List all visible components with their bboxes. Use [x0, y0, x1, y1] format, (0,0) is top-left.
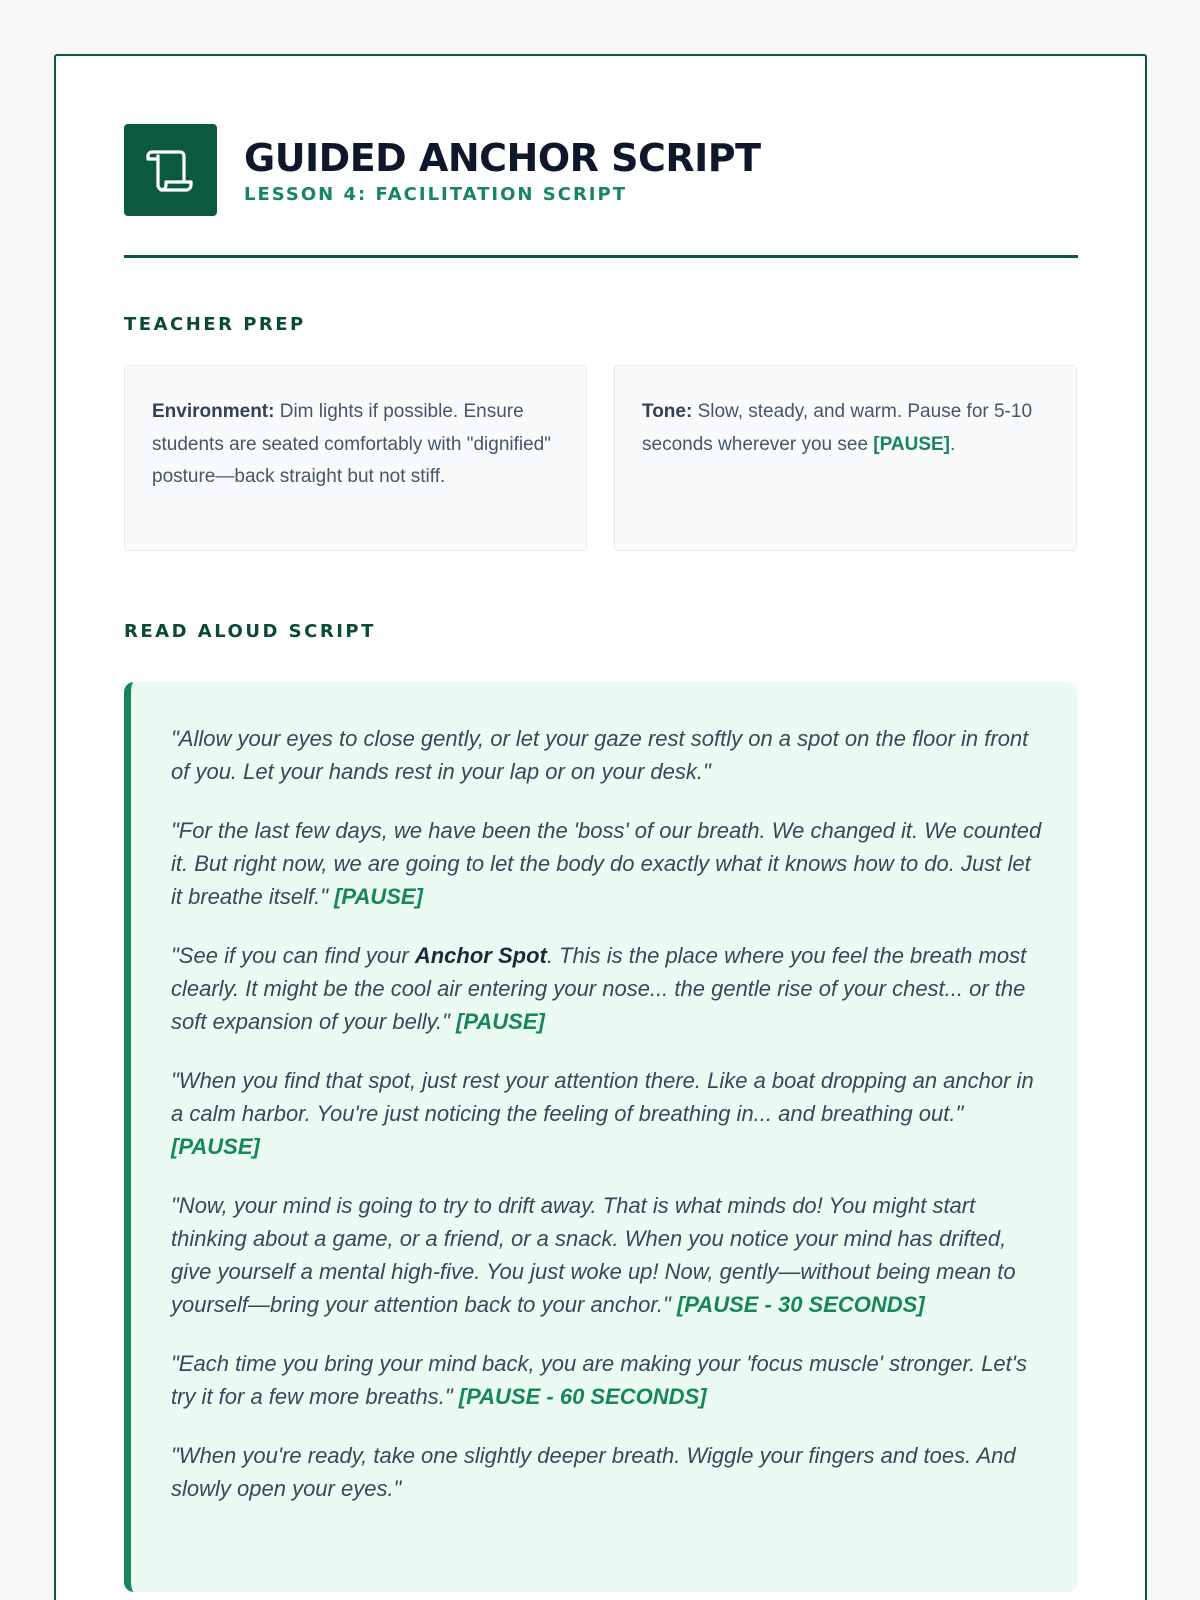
environment-note: [124, 365, 587, 551]
script-paragraph: [171, 1439, 1043, 1505]
pause-marker: [PAUSE]: [334, 884, 423, 909]
script-paragraph: [171, 814, 1043, 913]
script-text: "Now, your mind is going to try to drift away. That is what minds do! You might start thinking about a game, or a friend, or a snack. When you notice your mind has drifted, give yourself a mental high-five. You just woke up! Now, gently—without being mean to yourself—bring your attention back to your anchor.": [171, 1193, 1016, 1317]
pause-marker: [PAUSE]: [873, 433, 951, 455]
script-paragraph: [171, 1347, 1043, 1413]
pause-marker: [PAUSE - 60 SECONDS]: [458, 1384, 707, 1409]
anchor-spot-term: Anchor Spot: [414, 943, 547, 968]
script-text: "Each time you bring your mind back, you are making your 'focus muscle' stronger. Let's try it for a few more breaths.": [171, 1351, 1027, 1409]
title-group: [244, 136, 761, 205]
script-text: "Allow your eyes to close gently, or let your gaze rest softly on a spot on the floor in front of you. Let your hands rest in your lap or on your desk.": [171, 726, 1029, 784]
environment-text: Dim lights if possible. Ensure students are seated comfortably with "dignified" posture—back straight but not stiff.: [152, 401, 551, 487]
tone-label: Tone:: [642, 401, 693, 422]
page-title: GUIDED ANCHOR SCRIPT: [244, 135, 761, 180]
card-content: [124, 124, 1078, 1592]
page-subtitle: LESSON 4: FACILITATION SCRIPT: [244, 183, 627, 205]
tone-end: .: [950, 433, 956, 455]
script-text: "For the last few days, we have been the 'boss' of our breath. We changed it. We counted it. But right now, we are going to let the body do exactly what it knows how to do. Just let it breathe itself.": [171, 818, 1042, 909]
pause-marker: [PAUSE]: [456, 1009, 545, 1034]
pause-marker: [PAUSE]: [171, 1134, 260, 1159]
environment-label: Environment:: [152, 401, 275, 422]
teacher-prep-heading: TEACHER PREP: [124, 314, 306, 335]
script-paragraph: [171, 939, 1043, 1038]
script-text: "When you're ready, take one slightly deeper breath. Wiggle your fingers and toes. And slowly open your eyes.": [171, 1443, 1016, 1501]
teacher-prep-grid: [124, 365, 1078, 551]
script-paragraph: [171, 1189, 1043, 1321]
script-text: . This is the place where you feel the breath most clearly. It might be the cool air entering your nose... the gentle rise of your chest... or the soft expansion of your belly.": [171, 943, 1027, 1034]
script-paragraph: [171, 722, 1043, 788]
tone-note: [614, 365, 1077, 551]
scroll-icon: [124, 124, 217, 216]
pause-marker: [PAUSE - 30 SECONDS]: [676, 1292, 925, 1317]
read-aloud-script: [124, 682, 1078, 1592]
script-paragraph: [171, 1064, 1043, 1163]
script-text: "See if you can find your: [171, 943, 415, 968]
header-divider: [124, 255, 1078, 258]
header: [124, 124, 1078, 216]
read-aloud-heading: READ ALOUD SCRIPT: [124, 621, 376, 642]
tone-text: Slow, steady, and warm. Pause for 5-10 seconds wherever you see: [642, 401, 1033, 455]
script-text: "When you find that spot, just rest your attention there. Like a boat dropping an anchor in a calm harbor. You're just noticing the feeling of breathing in... and breathing out.": [171, 1068, 1034, 1126]
lesson-card: [54, 54, 1147, 1600]
